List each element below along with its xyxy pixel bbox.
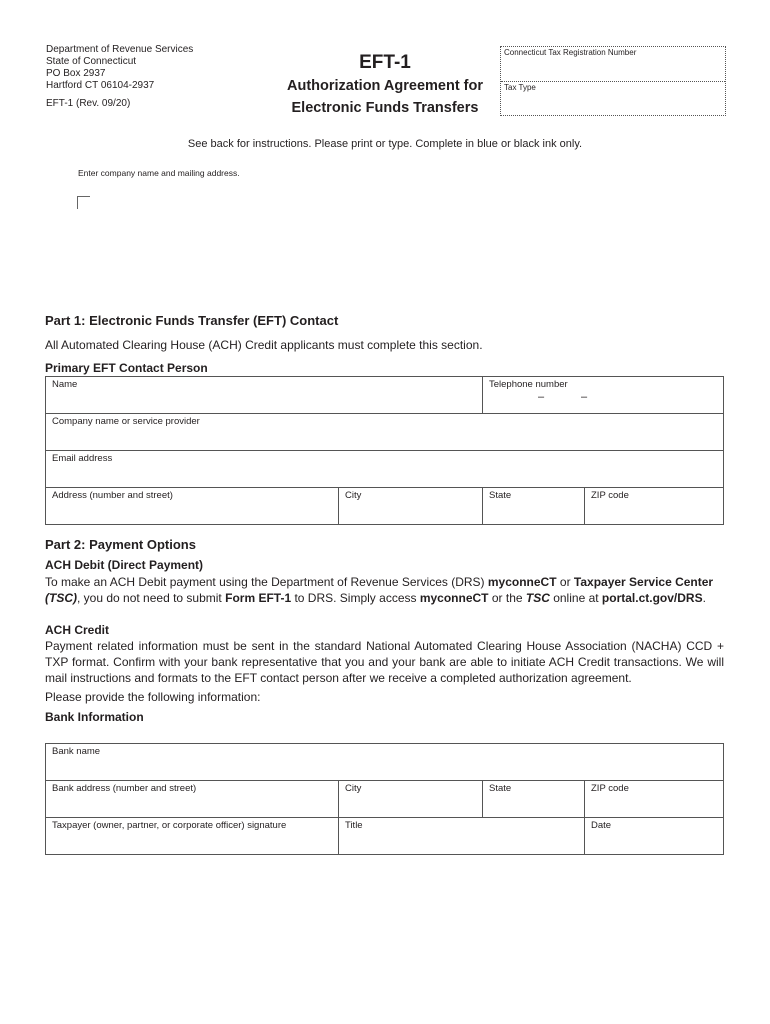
ach-credit-heading: ACH Credit <box>45 623 110 637</box>
bank-table <box>45 743 724 855</box>
agency-state: State of Connecticut <box>46 56 137 67</box>
phone-separator: – <box>581 391 588 403</box>
form-title-line1: Authorization Agreement for <box>286 78 484 94</box>
phone-separator: – <box>538 391 545 403</box>
bank-address-label: Bank address (number and street) <box>52 783 197 794</box>
contact-table <box>45 376 724 525</box>
bank-state-label: State <box>489 783 512 794</box>
tax-type-field[interactable] <box>501 81 725 115</box>
contact-state-field[interactable] <box>482 488 584 524</box>
bank-address-field[interactable] <box>46 781 338 817</box>
telephone-field[interactable] <box>482 377 723 413</box>
contact-state-label: State <box>489 490 512 501</box>
signer-title-label: Title <box>345 820 363 831</box>
tax-registration-number-field[interactable] <box>501 47 725 81</box>
tax-type-label: Tax Type <box>504 83 536 92</box>
bank-city-label: City <box>345 783 362 794</box>
agency-po-box: PO Box 2937 <box>46 68 106 79</box>
address-window-corner-mark <box>77 196 90 209</box>
form-title-block <box>250 52 520 118</box>
signer-title-field[interactable] <box>338 818 584 854</box>
telephone-label: Telephone number <box>489 379 568 390</box>
form-title-line2: Electronic Funds Transfers <box>291 100 479 116</box>
bank-state-field[interactable] <box>482 781 584 817</box>
bank-name-label: Bank name <box>52 746 101 757</box>
company-name-field[interactable] <box>46 414 723 450</box>
bank-name-field[interactable] <box>46 744 723 780</box>
contact-address-label: Address (number and street) <box>52 490 173 501</box>
contact-zip-field[interactable] <box>584 488 723 524</box>
provide-info-text: Please provide the following information: <box>45 690 261 704</box>
signature-label: Taxpayer (owner, partner, or corporate officer) signature <box>52 820 287 831</box>
ach-debit-heading: ACH Debit (Direct Payment) <box>45 558 204 572</box>
part1-heading: Part 1: Electronic Funds Transfer (EFT) Contact <box>45 313 339 328</box>
part2-heading: Part 2: Payment Options <box>45 537 196 552</box>
tax-registration-number-label: Connecticut Tax Registration Number <box>504 48 637 57</box>
primary-contact-heading: Primary EFT Contact Person <box>45 361 208 375</box>
contact-name-label: Name <box>52 379 78 390</box>
part1-intro: All Automated Clearing House (ACH) Credit applicants must complete this section. <box>45 338 483 352</box>
form-revision: EFT-1 (Rev. 09/20) <box>46 98 131 109</box>
bank-city-field[interactable] <box>338 781 482 817</box>
agency-name: Department of Revenue Services <box>46 44 194 55</box>
ach-credit-text: Payment related information must be sent in the standard National Automated Clearing House Association (NACHA) CCD + TXP format. Confirm with your bank representative that you and your bank are able to initiate ACH Credit transactions. We will mail instructions and formats to the EFT contact person after we receive a completed authorization agreement. <box>45 639 724 685</box>
form-id: EFT-1 <box>359 52 411 73</box>
company-name-label: Company name or service provider <box>52 416 200 427</box>
instructions-text: See back for instructions. Please print or type. Complete in blue or black ink only. <box>187 138 583 150</box>
bank-zip-field[interactable] <box>584 781 723 817</box>
contact-address-field[interactable] <box>46 488 338 524</box>
date-field[interactable] <box>584 818 723 854</box>
contact-zip-label: ZIP code <box>591 490 629 501</box>
contact-name-field[interactable] <box>46 377 482 413</box>
email-field[interactable] <box>46 451 723 487</box>
signature-field[interactable] <box>46 818 338 854</box>
bank-info-heading: Bank Information <box>45 710 144 724</box>
contact-city-label: City <box>345 490 362 501</box>
email-label: Email address <box>52 453 113 464</box>
registration-box <box>500 46 726 116</box>
agency-address-block <box>46 44 193 110</box>
agency-city-line: Hartford CT 06104-2937 <box>46 80 155 91</box>
date-label: Date <box>591 820 612 831</box>
mailing-address-label: Enter company name and mailing address. <box>78 168 240 178</box>
contact-city-field[interactable] <box>338 488 482 524</box>
ach-debit-text: To make an ACH Debit payment using the Department of Revenue Services (DRS) myconneCT or Taxpayer Service Center (TSC), you do not need to submit Form EFT-1 to DRS. Simply access myconneCT or the TSC online at portal.ct.gov/DRS. <box>45 575 714 605</box>
bank-zip-label: ZIP code <box>591 783 629 794</box>
